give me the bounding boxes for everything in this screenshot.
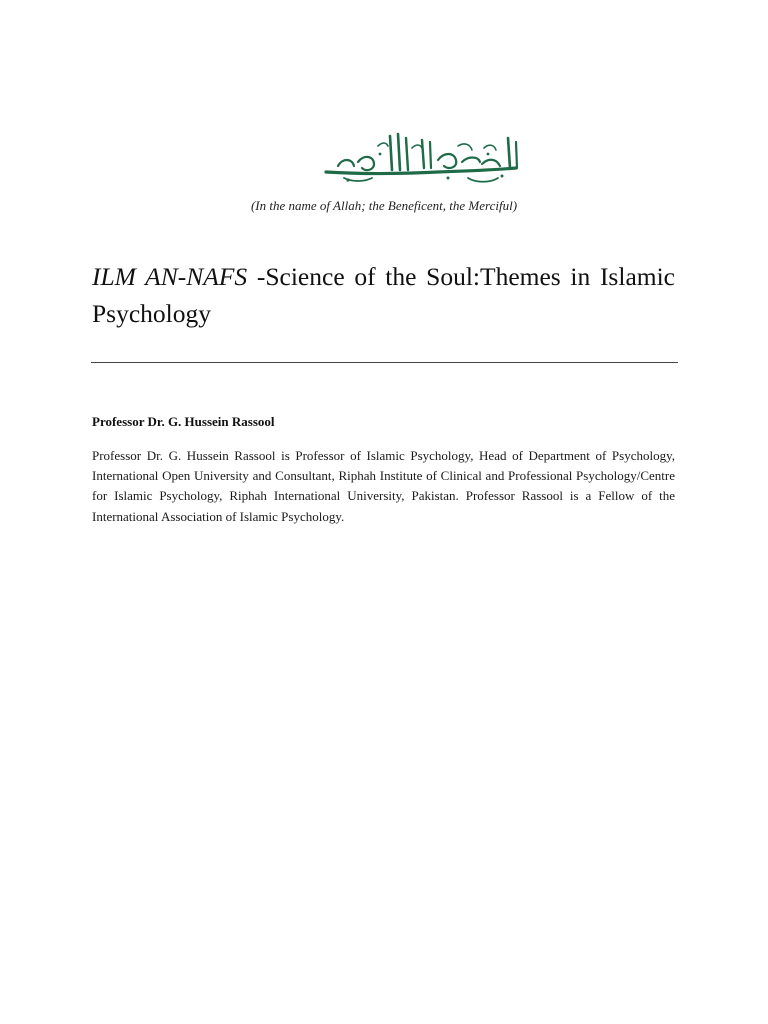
bismillah-calligraphy-icon — [318, 128, 524, 186]
author-heading: Professor Dr. G. Hussein Rassool — [92, 414, 275, 429]
invocation-text: (In the name of Allah; the Beneficent, the Merciful) — [250, 198, 518, 213]
document-title — [92, 258, 675, 332]
author-bio: Professor Dr. G. Hussein Rassool is Professor of Islamic Psychology, Head of Department of Psychology, International Open University and Consultant, Riphah Institute of Clinical and Professional Psychology/Centre for Islamic Psychology, Riphah International University, Pakistan. Professor Rassool is a Fellow of the International Association of Islamic Psychology. — [92, 448, 675, 524]
title-divider — [91, 362, 678, 363]
title-main-part: -Science of the Soul:Themes in Islamic Psychology — [92, 262, 675, 328]
title-italic-part: ILM AN-NAFS — [92, 262, 248, 291]
